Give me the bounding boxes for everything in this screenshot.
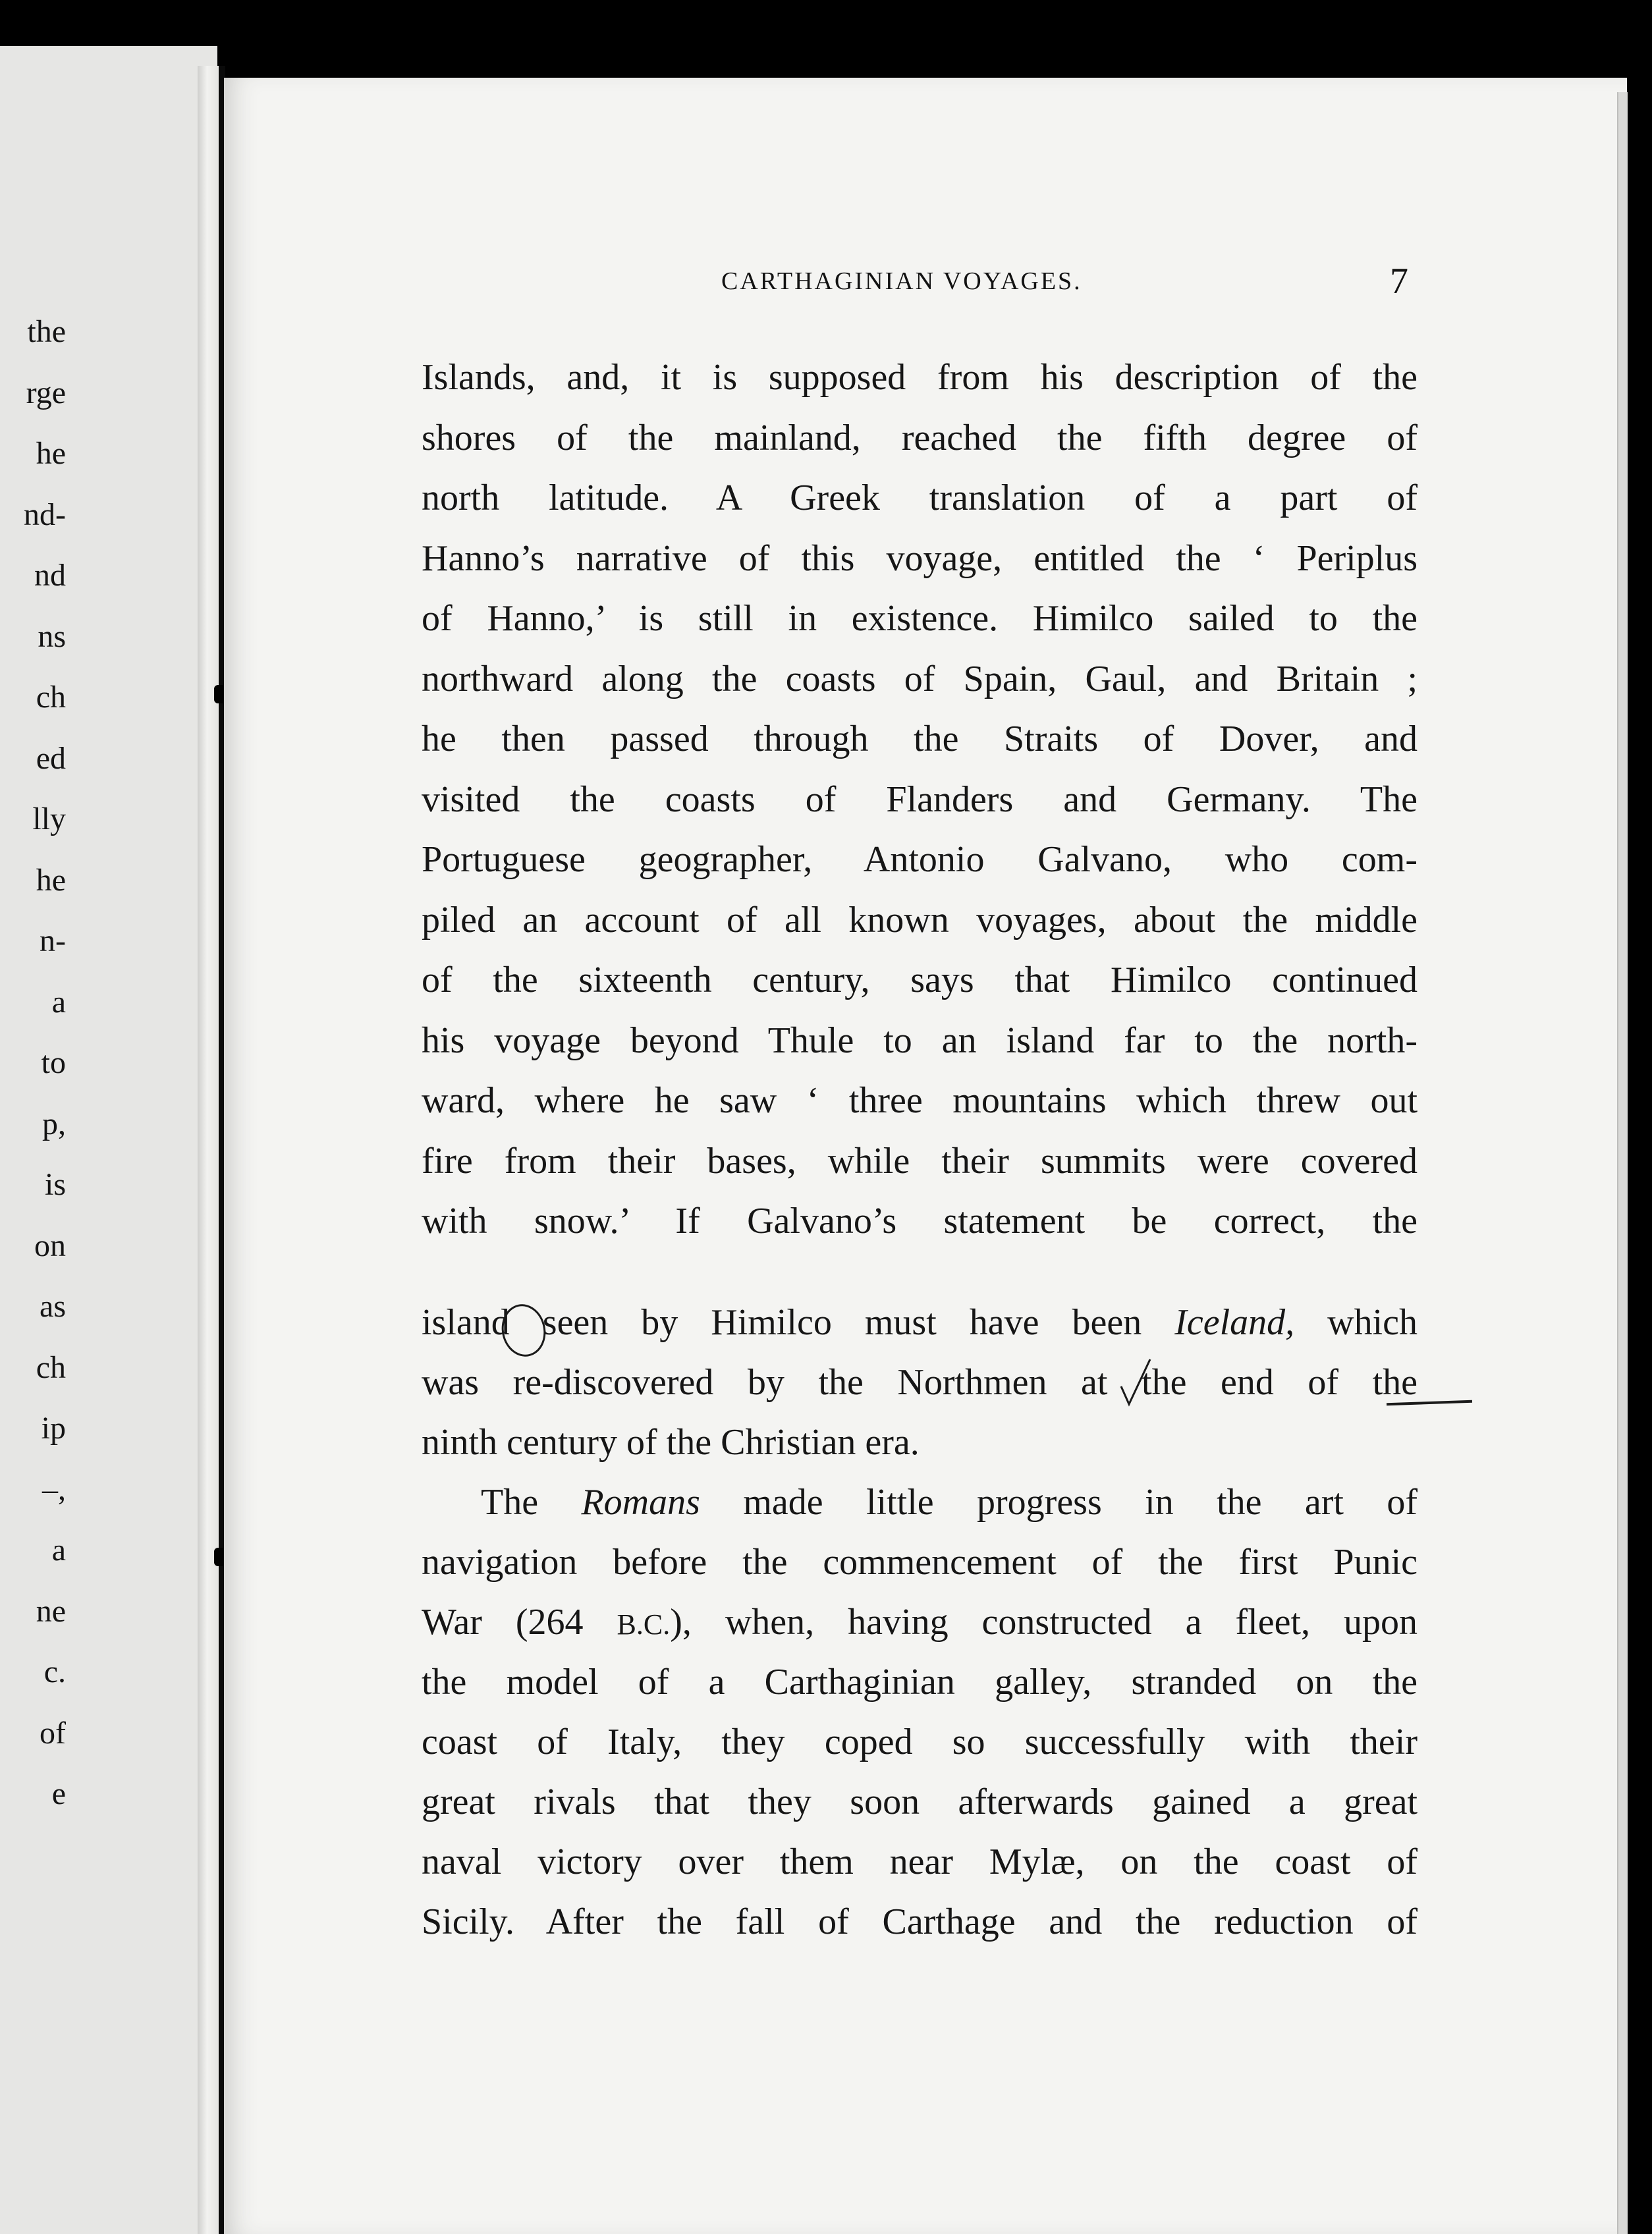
emphasis-iceland: Iceland,	[1174, 1302, 1295, 1343]
text-line: Portuguese geographer, Antonio Galvano, who com-	[422, 839, 1418, 880]
prev-page-fragment: nd	[34, 558, 66, 593]
page-number: 7	[1390, 261, 1408, 302]
text-line: ward, where he saw ‘ three mountains which threw out	[422, 1080, 1418, 1121]
prev-page-fragment: ed	[36, 740, 66, 776]
prev-page-fragment: rge	[26, 375, 66, 410]
text-line: navigation before the commencement of the first Punic	[422, 1542, 1418, 1583]
text-line: ninth century of the Christian era.	[422, 1422, 920, 1463]
text-line: piled an account of all known voyages, about the middle	[422, 899, 1418, 940]
text-line: northward along the coasts of Spain, Gaul, and Britain ;	[422, 658, 1418, 699]
text-line: War (264 B.C.), when, having constructed a fleet, upon	[422, 1602, 1418, 1643]
book-gutter	[198, 66, 221, 2234]
text-line: visited the coasts of Flanders and Germany. The	[422, 778, 1418, 820]
text-line: great rivals that they soon afterwards gained a great	[422, 1782, 1418, 1822]
prev-page-fragment: ne	[36, 1593, 66, 1629]
prev-page-fragment: c.	[43, 1654, 66, 1689]
text-line: island seen by Himilco must have been Iceland, which	[422, 1302, 1418, 1343]
text-line: coast of Italy, they coped so successfully with their	[422, 1722, 1418, 1762]
pencil-check-mark	[1120, 1357, 1153, 1409]
prev-page-fragment: on	[34, 1228, 66, 1263]
prev-page-fragment: ns	[38, 618, 66, 654]
prev-page-fragment: to	[41, 1045, 66, 1080]
prev-page-fragment: he	[36, 436, 66, 471]
text-line: of Hanno,’ is still in existence. Himilco sailed to the	[422, 598, 1418, 639]
prev-page-fragment: he	[36, 862, 66, 898]
prev-page-fragment: of	[40, 1715, 66, 1751]
prev-page-fragment: ch	[36, 1349, 66, 1385]
previous-page-edge	[0, 46, 217, 2234]
prev-page-fragment: the	[27, 314, 66, 349]
prev-page-fragment: e	[51, 1776, 66, 1811]
page-edge-shadow	[1617, 92, 1628, 2234]
running-head: CARTHAGINIAN VOYAGES.	[721, 267, 1082, 295]
text-line: his voyage beyond Thule to an island far to the north-	[422, 1020, 1418, 1061]
text-line: the model of a Carthaginian galley, stranded on the	[422, 1662, 1418, 1703]
text-line: north latitude. A Greek translation of a part of	[422, 477, 1418, 518]
prev-page-fragment: p,	[42, 1106, 66, 1141]
text-line: with snow.’ If Galvano’s statement be correct, the	[422, 1201, 1418, 1241]
prev-page-fragment: a	[51, 1533, 66, 1567]
prev-page-fragment: as	[40, 1289, 66, 1324]
prev-page-fragment: is	[44, 1167, 66, 1202]
text-line: The Romans made little progress in the art of	[481, 1482, 1418, 1523]
emphasis-romans: Romans	[581, 1482, 700, 1523]
text-line: of the sixteenth century, says that Himilco continued	[422, 960, 1418, 1000]
prev-page-fragment: ip	[41, 1411, 66, 1446]
prev-page-fragment: ch	[36, 680, 66, 715]
text-line: Islands, and, it is supposed from his description of the	[422, 357, 1418, 398]
text-line: fire from their bases, while their summits were covered	[422, 1140, 1418, 1182]
prev-page-fragment: a	[51, 984, 66, 1020]
prev-page-fragment: n-	[40, 923, 66, 958]
text-line: naval victory over them near Mylæ, on the coast of	[422, 1841, 1418, 1882]
text-line: shores of the mainland, reached the fifth degree of	[422, 417, 1418, 458]
prev-page-fragment: lly	[32, 802, 66, 836]
text-line: was re-discovered by the Northmen at the end of the	[422, 1362, 1418, 1403]
text-line: he then passed through the Straits of Dover, and	[422, 719, 1418, 759]
prev-page-fragment: –,	[42, 1471, 66, 1507]
prev-page-fragment: nd-	[24, 497, 66, 532]
text-line: Sicily. After the fall of Carthage and the reduction of	[422, 1901, 1418, 1942]
text-line: Hanno’s narrative of this voyage, entitled the ‘ Periplus	[422, 537, 1418, 579]
